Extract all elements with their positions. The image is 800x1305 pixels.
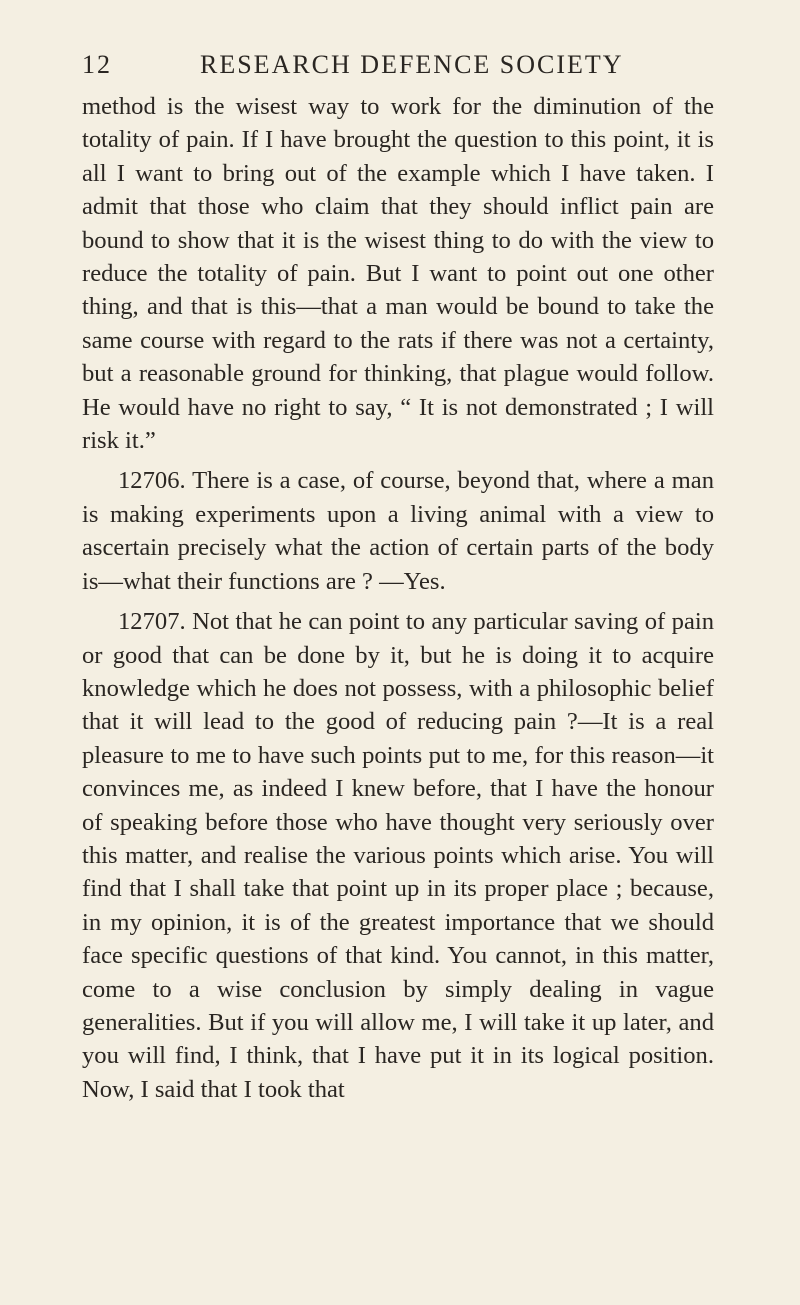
running-head	[82, 50, 712, 86]
paragraph-question-12707: 12707. Not that he can point to any particular saving of pain or good that can be done by it, but he is doing it to acquire knowledge which he does not possess, with a philosophic belief that it will lead to the good of reducing pain ?—It is a real pleasure to me to have such points put to me, for this reason—it convinces me, as indeed I knew before, that I have the honour of speaking before those who have thought very seriously over this matter, and realise the various points which arise. You will find that I shall take that point up in its proper place ; because, in my opinion, it is of the greatest importance that we should face specific questions of that kind. You cannot, in this matter, come to a wise conclusion by simply dealing in vague generalities. But if you will allow me, I will take it up later, and you will find, I think, that I have put it in its logical position. Now, I said that I took that	[82, 608, 714, 1103]
running-title: RESEARCH DEFENCE SOCIETY	[200, 50, 624, 79]
paragraph-question-12706: 12706. There is a case, of course, beyond that, where a man is making experiments upon a living animal with a view to ascertain precisely what the action of certain parts of the body is—what their functions are ? —Yes.	[82, 467, 714, 595]
paragraph-continuation: method is the wisest way to work for the diminution of the totality of pain. If I have brought the question to this point, it is all I want to bring out of the example which I have taken. I admit that those who claim that they should inflict pain are bound to show that it is the wisest thing to do with the view to reduce the totality of pain. But I want to point out one other thing, and that is this—that a man would be bound to take the same course with regard to the rats if there was not a certainty, but a reasonable ground for thinking, that plague would follow. He would have no right to say, “ It is not demonstrated ; I will risk it.”	[82, 93, 714, 455]
page-number: 12	[82, 50, 112, 79]
body-text	[82, 90, 714, 1106]
